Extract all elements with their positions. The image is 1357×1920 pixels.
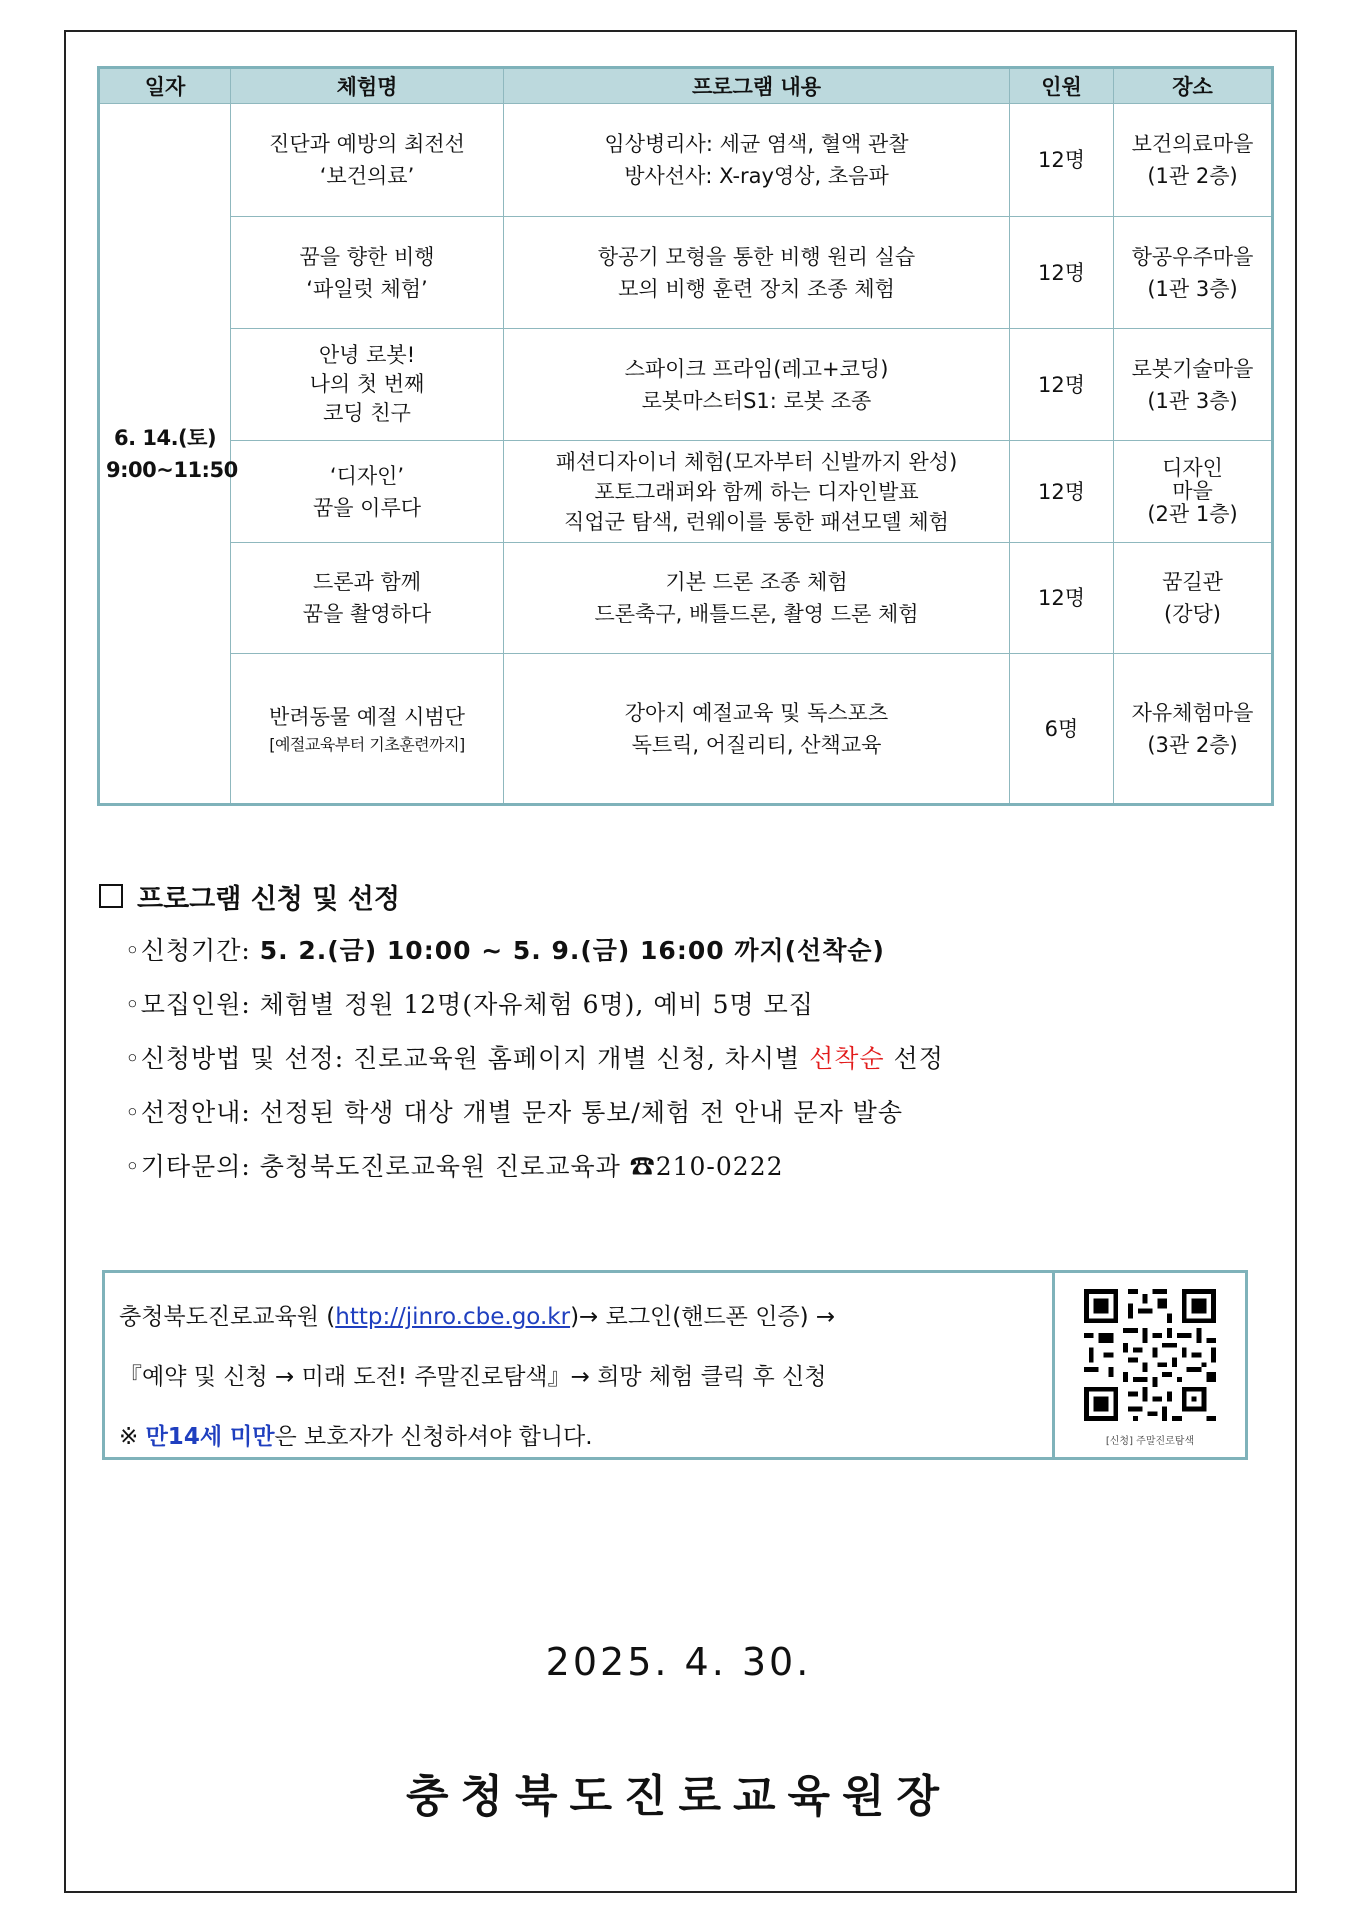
homepage-link[interactable]: http://jinro.cbe.go.kr: [335, 1304, 571, 1330]
list-item: [99, 1140, 1259, 1194]
program-content-cell: [504, 543, 1010, 654]
count-cell: 12명: [1010, 441, 1114, 543]
item-value: 진로교육원 홈페이지 개별 신청, 차시별: [353, 1044, 810, 1073]
header-place: 장소: [1114, 69, 1272, 104]
header-program-name: 체험명: [231, 69, 504, 104]
program-name-line: ‘디자인’: [329, 463, 405, 488]
item-value: 선정: [884, 1044, 944, 1073]
program-name-line: 드론과 함께: [312, 570, 422, 594]
count-cell: 12명: [1010, 104, 1114, 217]
program-name-line: 꿈을 향한 비행: [299, 244, 435, 269]
info-line: [119, 1407, 1038, 1467]
place-line: (2관 1층): [1147, 502, 1238, 526]
document-date: 2025. 4. 30.: [545, 1640, 812, 1684]
checkbox-square-icon: [99, 884, 123, 908]
place-cell: [1114, 217, 1272, 329]
list-item: [99, 1086, 1259, 1140]
place-cell: [1114, 441, 1272, 543]
item-label: ◦신청기간:: [125, 936, 260, 965]
date-cell: [100, 104, 238, 804]
program-name-line: 나의 첫 번째: [309, 372, 425, 396]
program-name-line: 안녕 로봇!: [318, 343, 416, 367]
content-line: 독트릭, 어질리티, 산책교육: [631, 732, 882, 757]
content-line: 임상병리사: 세균 염색, 혈액 관찰: [604, 132, 909, 156]
program-name-line: 반려동물 예절 시범단: [269, 704, 465, 729]
header-date: 일자: [100, 69, 231, 104]
place-line: (1관 2층): [1147, 164, 1238, 188]
item-label: ◦기타문의:: [125, 1152, 260, 1181]
program-name-subtitle: [예절교육부터 기초훈련까지]: [269, 734, 465, 754]
content-line: 모의 비행 훈련 장치 조종 체험: [618, 276, 895, 301]
place-line: (1관 3층): [1147, 388, 1238, 413]
count-cell: 6명: [1010, 654, 1114, 804]
info-text: [105, 1273, 1052, 1457]
program-content-cell: [504, 654, 1010, 804]
place-line: 로봇기술마을: [1131, 356, 1254, 381]
table-row: [100, 543, 1272, 654]
table-row: [100, 329, 1272, 441]
item-label: ◦신청방법 및 선정:: [125, 1044, 354, 1073]
info-line: [119, 1287, 1038, 1347]
count-cell: 12명: [1010, 329, 1114, 441]
program-name-cell: [231, 217, 504, 329]
item-value: 체험별 정원 12명(자유체험 6명), 예비 5명 모집: [259, 990, 814, 1019]
info-line: 『예약 및 신청 → 미래 도전! 주말진로탐색』→ 희망 체험 클릭 후 신청: [119, 1364, 827, 1390]
content-line: 강아지 예절교육 및 독스포츠: [624, 700, 889, 725]
qr-panel: [1052, 1273, 1245, 1457]
place-line: 디자인: [1162, 456, 1223, 480]
content-line: 항공기 모형을 통한 비행 원리 실습: [597, 244, 916, 269]
content-line: 로봇마스터S1: 로봇 조종: [641, 388, 872, 413]
item-value: 충청북도진로교육원 진로교육과 ☎210-0222: [259, 1152, 784, 1181]
item-value: 선정된 학생 대상 개별 문자 통보/체험 전 안내 문자 발송: [259, 1098, 903, 1127]
content-line: 방사선사: X-ray영상, 초음파: [624, 164, 889, 188]
content-line: 패션디자이너 체험(모자부터 신발까지 완성): [555, 449, 958, 474]
time-text: 9:00~11:50: [106, 457, 238, 482]
header-program-content: 프로그램 내용: [504, 69, 1010, 104]
info-text-part: ※: [119, 1424, 146, 1450]
program-content-cell: [504, 104, 1010, 217]
table-header-row: [100, 69, 1272, 104]
program-name-cell: [231, 441, 504, 543]
place-line: 항공우주마을: [1131, 244, 1254, 269]
program-name-cell: [231, 329, 504, 441]
info-text-part: )→ 로그인(핸드폰 인증) →: [570, 1304, 836, 1330]
table-row: [100, 104, 1272, 217]
program-name-line: ‘파일럿 체험’: [306, 276, 428, 301]
section-title-text: 프로그램 신청 및 선정: [137, 883, 400, 915]
program-name-line: 진단과 예방의 최전선: [269, 132, 465, 156]
content-line: 드론축구, 배틀드론, 촬영 드론 체험: [594, 602, 919, 626]
header-count: 인원: [1010, 69, 1114, 104]
place-line: 자유체험마을: [1131, 700, 1254, 725]
table-row: [100, 217, 1272, 329]
item-value-highlight: 선착순: [809, 1044, 885, 1073]
content-line: 기본 드론 조종 체험: [665, 570, 848, 594]
table-row: [100, 441, 1272, 543]
program-name-line: 꿈을 이루다: [312, 495, 422, 520]
content-line: 스파이크 프라임(레고+코딩): [624, 356, 889, 381]
program-name-cell: [231, 104, 504, 217]
program-content-cell: [504, 217, 1010, 329]
place-cell: [1114, 104, 1272, 217]
program-content-cell: [504, 329, 1010, 441]
place-cell: [1114, 329, 1272, 441]
info-text-part: 충청북도진로교육원 (: [119, 1304, 336, 1330]
table-row: [100, 654, 1272, 804]
place-line: (강당): [1164, 602, 1221, 626]
program-name-line: ‘보건의료’: [319, 164, 415, 188]
place-line: 마을: [1172, 479, 1213, 503]
qr-code-icon[interactable]: [1079, 1284, 1221, 1426]
place-line: (1관 3층): [1147, 276, 1238, 301]
application-section: [99, 874, 1259, 1194]
program-content-cell: [504, 441, 1010, 543]
age-notice-highlight: 만14세 미만: [145, 1424, 275, 1450]
date-text: 6. 14.(토): [113, 425, 217, 450]
program-name-line: 꿈을 촬영하다: [302, 602, 432, 626]
list-item: [99, 1032, 1259, 1086]
content-line: 포토그래퍼와 함께 하는 디자인발표: [594, 479, 919, 504]
count-cell: 12명: [1010, 543, 1114, 654]
application-list: [99, 924, 1259, 1194]
place-line: 보건의료마을: [1131, 132, 1254, 156]
schedule-table: [99, 68, 1272, 804]
info-box: [102, 1270, 1248, 1460]
qr-caption: [신청] 주말진로탐색: [1105, 1435, 1195, 1447]
section-title: [99, 874, 1259, 918]
program-name-line: 코딩 친구: [323, 401, 411, 425]
item-value: 5. 2.(금) 10:00 ~ 5. 9.(금) 16:00 까지(선착순): [259, 936, 885, 965]
place-cell: [1114, 543, 1272, 654]
program-name-cell: [231, 543, 504, 654]
list-item: [99, 978, 1259, 1032]
place-cell: [1114, 654, 1272, 804]
item-label: ◦모집인원:: [125, 990, 260, 1019]
place-line: 꿈길관: [1162, 570, 1223, 594]
program-name-cell: [231, 654, 504, 804]
content-line: 직업군 탐색, 런웨이를 통한 패션모델 체험: [564, 509, 949, 534]
place-line: (3관 2층): [1147, 732, 1238, 757]
item-label: ◦선정안내:: [125, 1098, 260, 1127]
issuer-signature: 충청북도진로교육원장: [405, 1771, 952, 1822]
count-cell: 12명: [1010, 217, 1114, 329]
info-text-part: 은 보호자가 신청하셔야 합니다.: [274, 1424, 593, 1450]
list-item: [99, 924, 1259, 978]
